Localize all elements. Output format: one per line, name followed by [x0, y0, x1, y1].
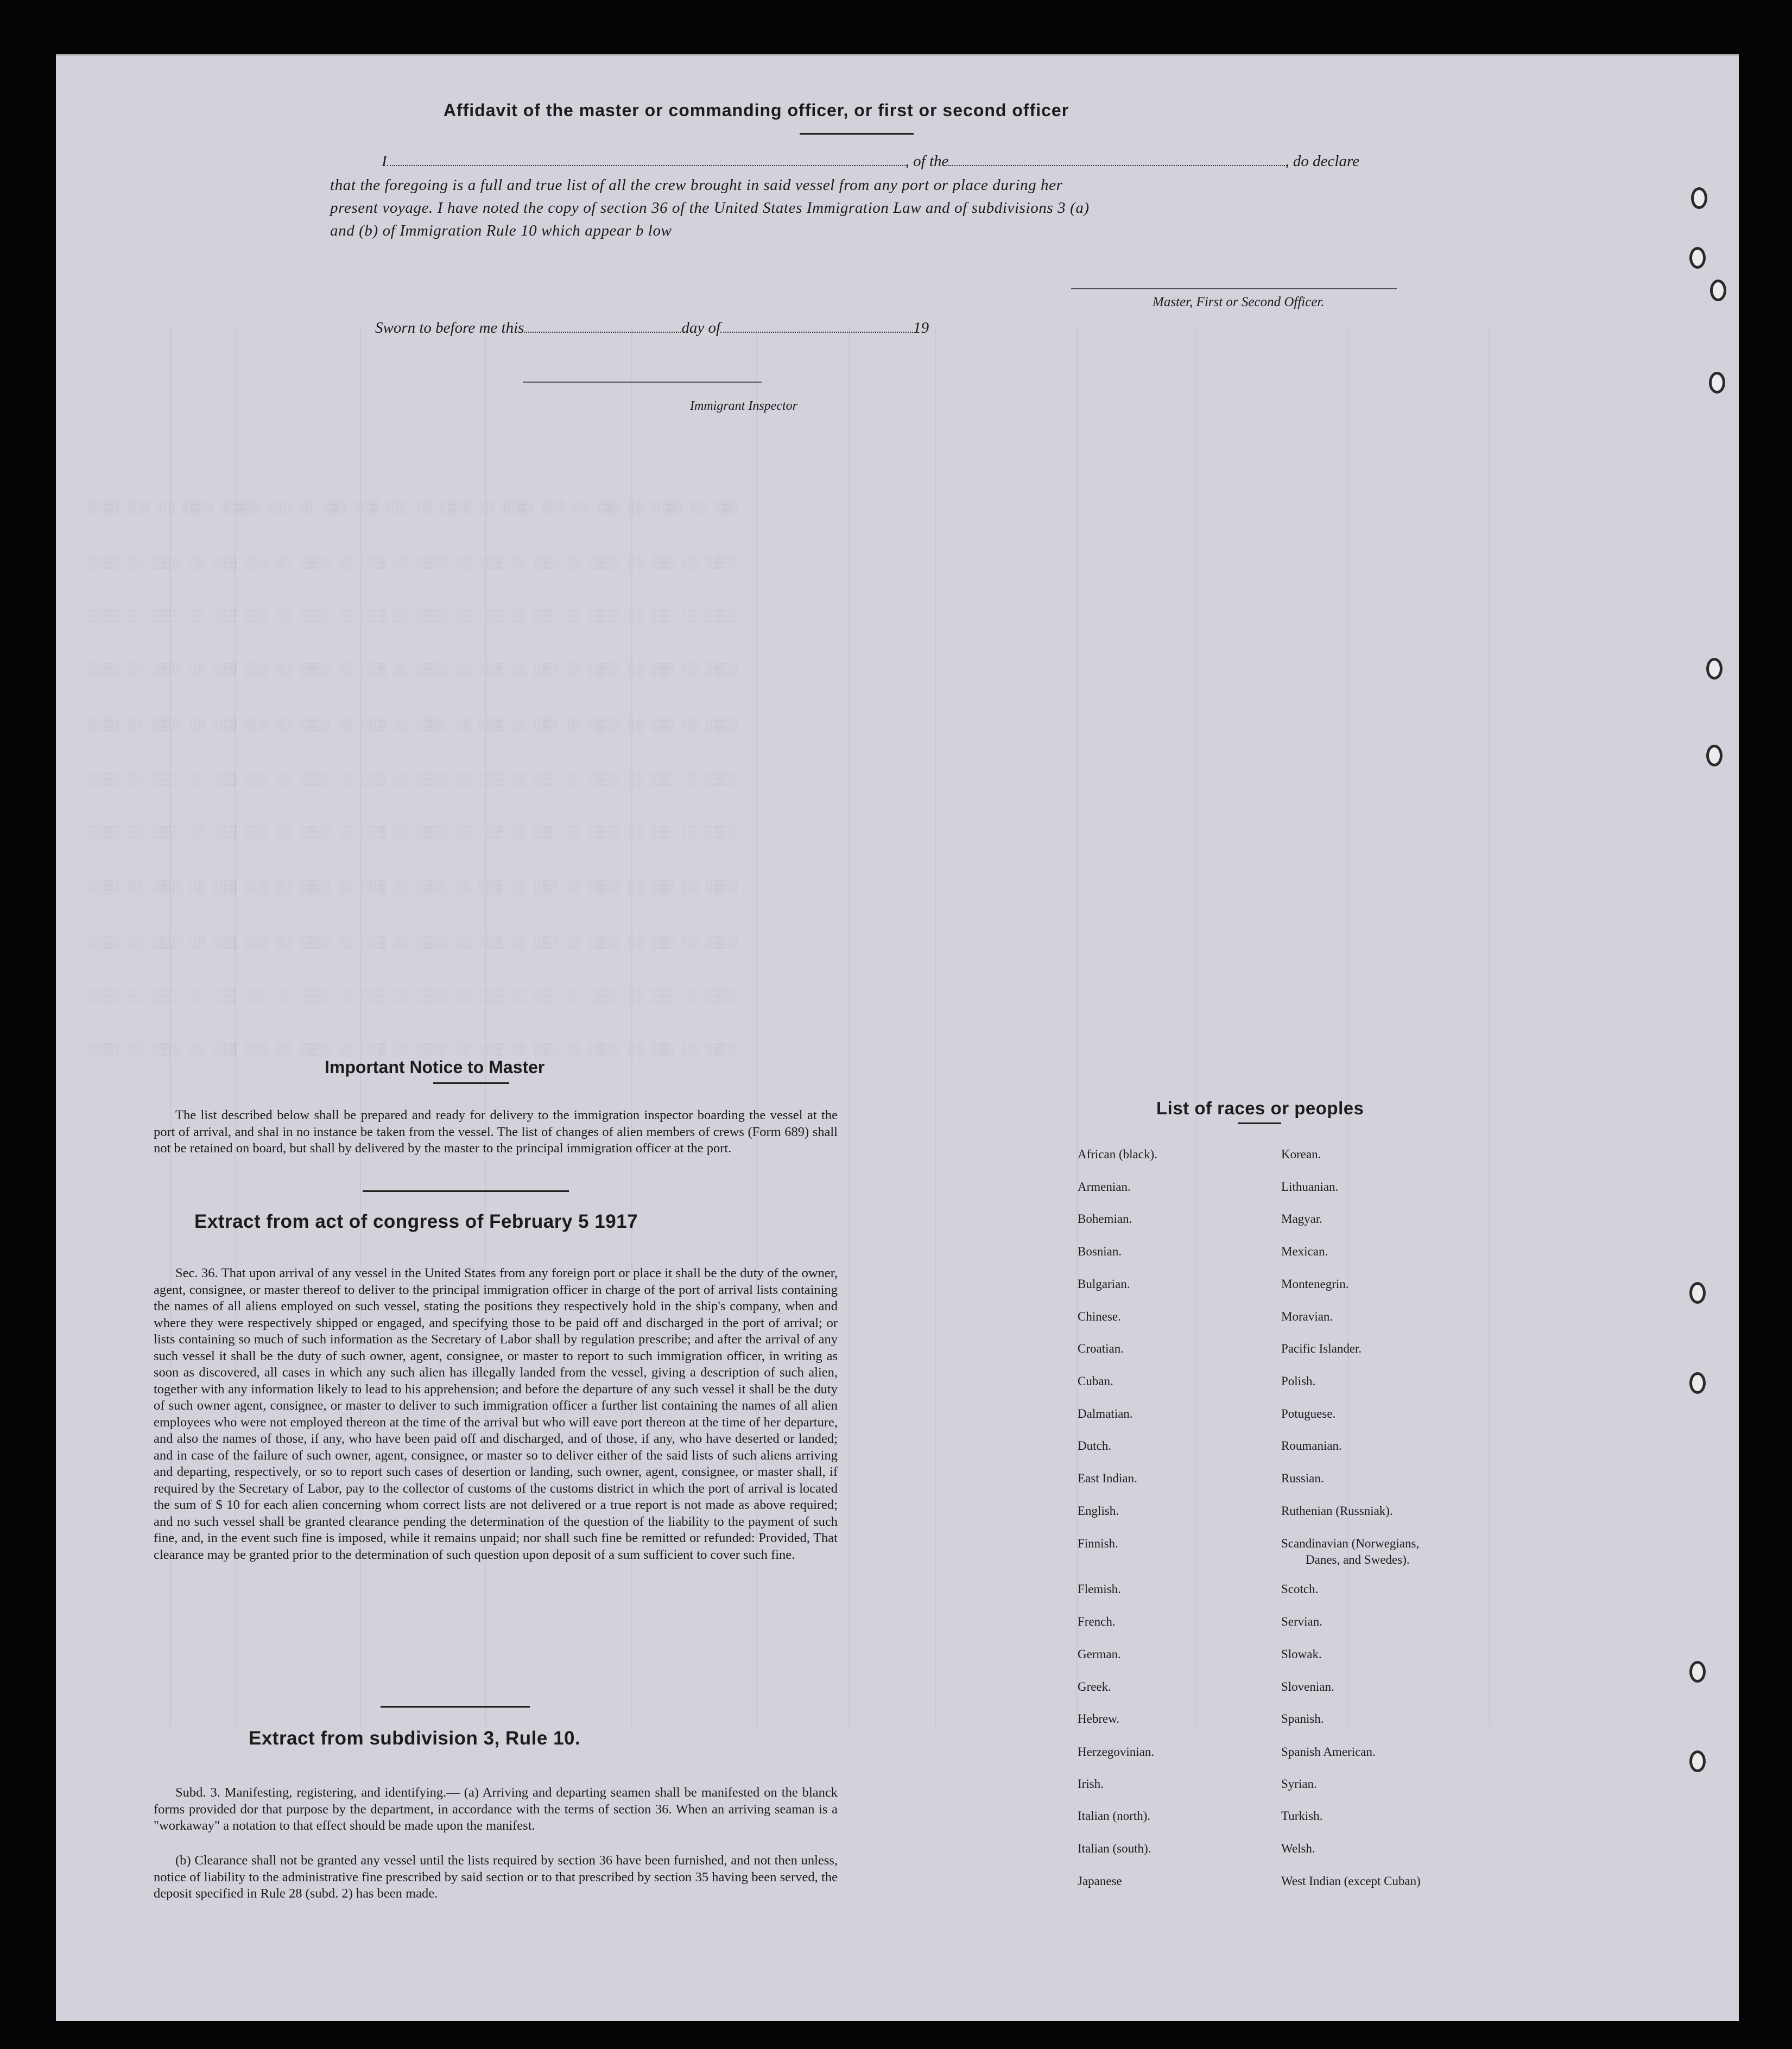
race-item: Croatian. — [1078, 1342, 1124, 1355]
race-item: Danes, and Swedes). — [1306, 1553, 1410, 1566]
race-item: Pacific Islander. — [1281, 1342, 1362, 1355]
master-signature-caption: Master, First or Second Officer. — [1153, 295, 1325, 309]
punch-hole-icon — [1689, 1282, 1706, 1304]
race-item: Greek. — [1078, 1680, 1111, 1693]
punch-hole-icon — [1709, 372, 1725, 394]
punch-hole-icon — [1689, 1750, 1706, 1772]
punch-hole-icon — [1689, 247, 1706, 269]
master-signature-line[interactable] — [1071, 288, 1397, 289]
race-item: West Indian (except Cuban) — [1281, 1874, 1421, 1888]
sworn-day-field[interactable] — [524, 332, 681, 333]
race-item: Slovenian. — [1281, 1680, 1334, 1693]
race-item: African (black). — [1078, 1147, 1157, 1161]
punch-hole-icon — [1691, 187, 1707, 209]
punch-hole-icon — [1706, 658, 1723, 680]
punch-hole-icon — [1689, 1661, 1706, 1683]
sworn-label: Sworn to before me this — [375, 319, 524, 337]
race-item: Lithuanian. — [1281, 1180, 1339, 1194]
extract-rule-title: Extract from subdivision 3, Rule 10. — [249, 1728, 581, 1749]
punch-hole-icon — [1706, 745, 1723, 766]
race-item: Italian (north). — [1078, 1809, 1151, 1823]
sworn-line — [375, 319, 929, 337]
race-item: Chinese. — [1078, 1310, 1121, 1323]
race-item: Potuguese. — [1281, 1407, 1336, 1420]
race-item: Servian. — [1281, 1615, 1323, 1628]
race-item: Japanese — [1078, 1874, 1122, 1888]
extract-rule-para-b: (b) Clearance shall not be granted any vessel until the lists required by section 36 have been furnished, and not then unless, notice of liability to the administrative fine prescribed by said section or to that prescribed by section 35 having been served, the deposit specified in Rule 28 (subd. 2) has been made. — [154, 1853, 838, 1901]
notice-text: The list described below shall be prepared and ready for delivery to the immigration inspector boarding the vessel at the port of arrival, and shal in no instance be taken from the vessel. The list of changes of alien members of crews (Form 689) shall not be retained on board, but shall by delivered by the master to the principal immigration officer at the port. — [154, 1108, 838, 1156]
race-item: Spanish American. — [1281, 1745, 1376, 1759]
notice-divider — [363, 1190, 569, 1192]
race-item: Dutch. — [1078, 1439, 1111, 1452]
race-item: Polish. — [1281, 1374, 1316, 1388]
sworn-month-field[interactable] — [720, 332, 913, 333]
manifest-sheet: ░░▒░ ░░░ ░░ ░▒░░ ░░▒░░ ░░░ ░░ ░▒░ ░░▒ ░░░ ░░ ░▒░░ ░░ ░░▒░ ░░░ ░░ ░▒░ ░░ ░░▒░ ░░ ░▒░ ░░▒░ ░░ ░▒░░ ░░ ░░▒ ░░░ ░░ ░▒░░ ░░ ░░▒ ░░ ░▒░░ ░░ ░░▒ ░░ ░▒░ ░░ ░▒░░ ░░ ░▒░ ░░ ░▒░░ ░░▒░ ░░ ░▒░░ ░░ ░░▒ ░░░ ░░ ░▒░░ ░░ ░░▒ ░░ ░▒░░ ░░ ░░▒ ░░ ░▒░ ░░ ░▒░░ ░░ ░▒░ ░░ ░▒░░ ░░▒░ ░░ ░▒░░ ░░ ░░▒ ░░░ ░░ ░▒░░ ░░ ░░▒ ░░ ░▒░░ ░░ ░░▒ ░░ ░▒░ ░░ ░▒░░ ░░ ░▒░ ░░ ░▒░░ ░░▒░ ░░ ░▒░░ ░░ ░░▒ ░░░ ░░ ░▒░░ ░░ ░░▒ ░░ ░▒░░ ░░ ░░▒ ░░ ░▒░ ░░ ░▒░░ ░░ ░▒░ ░░ ░▒░░ ░░▒░ ░░ ░▒░░ ░░ ░░▒ ░░░ ░░ ░▒░░ ░░ ░░▒ ░░ ░▒░░ ░░ ░░▒ ░░ ░▒░ ░░ ░▒░░ ░░ ░▒░ ░░ ░▒░░ ░░▒░ ░░ ░▒░░ ░░ ░░▒ ░░░ ░░ ░▒░░ ░░ ░░▒ ░░ ░▒░░ ░░ ░░▒ ░░ ░▒░ ░░ ░▒░░ ░░ ░▒░ ░░ ░▒░░ ░░▒░ ░░ ░▒░░ ░░ ░░▒ ░░░ ░░ ░▒░░ ░░ ░░▒ ░░ ░▒░░ ░░ ░░▒ ░░ ░▒░ ░░ ░▒░░ ░░ ░▒░ ░░ ░▒░░ ░░▒░ ░░ ░▒░░ ░░ ░░▒ ░░░ ░░ ░▒░░ ░░ ░░▒ ░░ ░▒░░ ░░ ░░▒ ░░ ░▒░ ░░ ░▒░░ ░░ ░▒░ ░░ ░▒░░ ░░▒░ ░░ ░▒░░ ░░ ░░▒ ░░░ ░░ ░▒░░ ░░ ░░▒ ░░ ░▒░░ ░░ ░░▒ ░░ ░▒░ ░░ ░▒░░ ░░ ░▒░ ░░ ░▒░░ ░░▒░ ░░ ░▒░░ ░░ ░░▒ ░░░ ░░ ░▒░░ ░░ ░░▒ ░░ ░▒░░ ░░ ░░▒ ░░ ░▒░ ░░ ░▒░░ ░░ ░▒░ ░░ ░▒░░ Affidavit of the master or commanding officer, or first or second officer I , of the , do declare that the foregoing is a full and true list of all the crew brought in said vessel from any port or place during her present voyage. I have noted the copy of section 36 of the United States Immigration Law and of subdivisions 3 (a) and (b) of Immigration Rule 10 which appear b low Master, First or Second Officer. Sworn to before me this day of 19 Immigrant Inspector Important Notice to Master The list described below shall be prepared and ready for delivery to the immigration inspector boarding the vessel at the port of arrival, and shal in no instance be taken from the vessel. The list of changes of alien members of crews (Form 689) shall not be retained on board, but shall by delivered by the master to the principal immigration officer at the port. Extract from act of congress of February 5 1917 Sec. 36. That upon arrival of any vessel in the United States from any foreign port or place it shall be the duty of the owner, agent, consignee, or master thereof to deliver to the principal immigration officer in charge of the port of arrival lists containing the names of all aliens employed on such vessel, stating the positions they respectively hold in the ship's company, when and where they were respectively shipped or engaged, and specifying those to be paid off and discharged in the port of arrival; or lists containing so much of such information as the Secretary of Labor shall by regulation prescribe; and after the arrival of any such vessel it shall be the duty of such owner, agent, consignee, or master to report to such immigration officer, in writing as soon as discovered, all cases in which any such alien has illegally landed from the vessel, giving a description of such alien, together with any information likely to lead to his apprehension; and before the departure of any such vessel it shall be the duty of such owner agent, consignee, or master to deliver to such immigration officer a further list containing the names of all alien employees who were not employed thereon at the time of the arrival but who will eave port thereon at the time of her departure, and also the names of those, if any, who have been paid off and discharged, and of those, if any, who have deserted or landed; and in case of the failure of such owner, agent, consignee, or master so to deliver either of the said lists of such aliens arriving and departing, respectively, or so to report such cases of desertion or landing, such owner, agent, consignee, or master shall, if required by the Secretary of Labor, pay to the collector of customs of the customs district in which the port of arrival is located the sum of $ 10 for each alien concerning whom correct lists are not delivered or a true report is not made as above required; and no such vessel shall be granted clearance pending the determination of the question of the liability to the payment of such fine, and, in the event such fine is imposed, while it remains unpaid; nor shall such fine be remitted or refunded: Provided, That clearance may be granted prior to the determination of such question upon deposit of a sum sufficient to cover such fine. Extract from subdivision 3, Rule 10. Subd. 3. Manifesting, registering, and identifying.— (a) Arriving and departing seamen shall be manifested on the blanck forms provided dor that purpose by the department, in accordance with the terms of section 36. When an arriving seaman is a "workaway" a notation to that effect should be made upon the manifest. (b) Clearance shall not be granted any vessel until the lists required by section 36 have been furnished, and not then unless, notice of liability to the administrative fine prescribed by said section or to that prescribed by section 35 having been served, the deposit specified in Rule 28 (subd. 2) has been made. List of races or peoples African (black). Armenian. Bohemian. Bosnian. Bulgarian. Chinese. Croatian. Cuban. Dalmatian. Dutch. East Indian. English. Finnish. Flemish. French. German. Greek. Hebrew. Herzegovinian. Irish. Italian (north). Italian (south). Japanese Korean. Lithuanian. Magyar. Mexican. Montenegrin. Moravian. Pacific Islander. Polish. Potuguese. Roumanian. Russian. Ruthenian (Russniak). Scandinavian (Norwegians, Danes, and Swedes). Scotch. Servian. Slowak. Slovenian. Spanish. Spanish American. Syrian. Turkish. Welsh. West Indian (except Cuban) — [56, 54, 1739, 2021]
extract-divider — [381, 1706, 530, 1708]
punch-hole-icon — [1689, 1372, 1706, 1394]
affidavit-line-3: and (b) of Immigration Rule 10 which appear b low — [330, 222, 672, 239]
race-item: Spanish. — [1281, 1712, 1324, 1726]
affidavit-of-the: , of the — [905, 153, 949, 170]
race-item: German. — [1078, 1647, 1121, 1661]
race-item: French. — [1078, 1615, 1116, 1628]
race-item: Slowak. — [1281, 1647, 1322, 1661]
race-item: Armenian. — [1078, 1180, 1131, 1194]
race-item: Bohemian. — [1078, 1212, 1132, 1226]
year-label: 19 — [913, 319, 929, 337]
race-item: Flemish. — [1078, 1582, 1121, 1596]
affidavit-pronoun: I — [382, 153, 387, 170]
race-item: Montenegrin. — [1281, 1277, 1349, 1291]
race-item: Russian. — [1281, 1471, 1324, 1485]
race-item: Syrian. — [1281, 1777, 1317, 1791]
races-title-rule — [1238, 1122, 1281, 1124]
vessel-name-field[interactable] — [948, 165, 1285, 166]
extract-act-text: Sec. 36. That upon arrival of any vessel in the United States from any foreign port or place it shall be the duty of the owner, agent, consignee, or master thereof to deliver to the principal immigration officer in charge of the port of arrival lists containing the names of all aliens employed on such vessel, stating the positions they respectively hold in the ship's company, when and where they were respectively shipped or engaged, and specifying those to be paid off and discharged in the port of arrival; or lists containing so much of such information as the Secretary of Labor shall by regulation prescribe; and after the arrival of any such vessel it shall be the duty of such owner, agent, consignee, or master to report to such immigration officer, in writing as soon as discovered, all cases in which any such alien has illegally landed from the vessel, giving a description of such alien, together with any information likely to lead to his apprehension; and before the departure of any such vessel it shall be the duty of such owner agent, consignee, or master to deliver to such immigration officer a further list containing the names of all alien employees who were not employed thereon at the time of the arrival but who will eave port thereon at the time of her departure, and also the names of those, if any, who have been paid off and discharged, and of those, if any, who have deserted or landed; and in case of the failure of such owner, agent, consignee, or master so to deliver either of the said lists of such aliens arriving and departing, respectively, or so to report such cases of desertion or landing, such owner, agent, consignee, or master shall, if required by the Secretary of Labor, pay to the collector of customs of the customs district in which the port of arrival is located the sum of $ 10 for each alien concerning whom correct lists are not delivered or a true report is not made as above required; and no such vessel shall be granted clearance pending the determination of the question of the liability to the payment of such fine, and, in the event such fine is imposed, while it remains unpaid; nor shall such fine be remitted or refunded: Provided, That clearance may be granted prior to the determination of such question upon deposit of a sum sufficient to cover such fine. — [154, 1266, 838, 1562]
race-item: East Indian. — [1078, 1471, 1137, 1485]
race-item: Magyar. — [1281, 1212, 1323, 1226]
race-item: Bulgarian. — [1078, 1277, 1130, 1291]
race-item: Korean. — [1281, 1147, 1321, 1161]
day-of-label: day of — [681, 319, 721, 337]
punch-hole-icon — [1710, 280, 1726, 301]
race-item: English. — [1078, 1504, 1119, 1518]
affiant-name-field[interactable] — [387, 165, 906, 166]
affidavit-title-rule — [800, 133, 914, 135]
inspector-caption: Immigrant Inspector — [690, 399, 797, 413]
race-item: Turkish. — [1281, 1809, 1323, 1823]
notice-title-rule — [433, 1082, 509, 1084]
affidavit-line-declaration — [382, 153, 1359, 170]
race-item: Moravian. — [1281, 1310, 1333, 1323]
race-item: Roumanian. — [1281, 1439, 1342, 1452]
race-item: Ruthenian (Russniak). — [1281, 1504, 1393, 1518]
extract-rule-para-a: Subd. 3. Manifesting, registering, and identifying.— (a) Arriving and departing seamen shall be manifested on the blanck forms provided dor that purpose by the department, in accordance with the terms of section 36. When an arriving seaman is a "workaway" a notation to that effect should be made upon the manifest. — [154, 1785, 838, 1833]
affidavit-title: Affidavit of the master or commanding officer, or first or second officer — [443, 100, 1069, 120]
race-item: Welsh. — [1281, 1842, 1315, 1855]
race-item: Dalmatian. — [1078, 1407, 1133, 1420]
affidavit-line-2: present voyage. I have noted the copy of section 36 of the United States Immigration Law and of subdivisions 3 (a) — [330, 199, 1090, 217]
notice-title: Important Notice to Master — [325, 1057, 545, 1077]
race-item: Italian (south). — [1078, 1842, 1151, 1855]
affidavit-do-declare: , do declare — [1285, 153, 1360, 170]
race-item: Irish. — [1078, 1777, 1104, 1791]
race-item: Hebrew. — [1078, 1712, 1120, 1726]
race-item: Scandinavian (Norwegians, — [1281, 1537, 1420, 1550]
race-item: Herzegovinian. — [1078, 1745, 1155, 1759]
race-item: Mexican. — [1281, 1245, 1328, 1258]
race-item: Scotch. — [1281, 1582, 1319, 1596]
inspector-signature-line[interactable] — [523, 382, 762, 383]
race-item: Finnish. — [1078, 1537, 1118, 1550]
affidavit-line-1: that the foregoing is a full and true list of all the crew brought in said vessel from any port or place during her — [330, 176, 1063, 194]
races-title: List of races or peoples — [1156, 1098, 1364, 1118]
race-item: Bosnian. — [1078, 1245, 1122, 1258]
extract-act-title: Extract from act of congress of February 5 1917 — [194, 1211, 638, 1232]
race-item: Cuban. — [1078, 1374, 1113, 1388]
